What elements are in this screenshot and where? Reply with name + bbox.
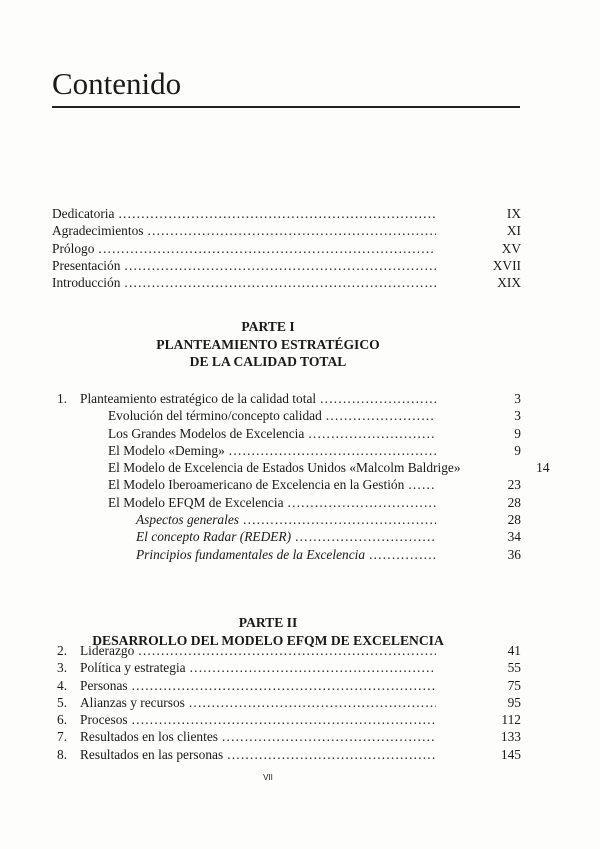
entry-label: Alianzas y recursos <box>80 694 185 710</box>
entry-page: 133 <box>500 729 521 745</box>
entry-label: Introducción <box>52 275 121 291</box>
entry-page: 28 <box>507 494 521 510</box>
toc-entry[interactable] <box>52 274 521 291</box>
entry-page: XIX <box>497 275 521 291</box>
entry-page: 3 <box>514 408 521 424</box>
toc-entry[interactable] <box>52 677 521 694</box>
entry-page: IX <box>506 206 521 221</box>
part1-label: PARTE I <box>241 319 295 334</box>
dot-leader <box>408 476 436 493</box>
entry-label: El Modelo EFQM de Excelencia <box>108 494 284 510</box>
toc-entry[interactable] <box>52 546 521 563</box>
entry-label: Agradecimientos <box>52 223 144 239</box>
page-title: Contenido <box>52 66 182 101</box>
toc-entry[interactable] <box>52 511 521 528</box>
part1-title-line: DE LA CALIDAD TOTAL <box>189 354 347 369</box>
dot-leader <box>243 511 436 528</box>
toc-entry[interactable] <box>52 694 521 711</box>
entry-page: 9 <box>514 425 521 441</box>
entry-label: Aspectos generales <box>136 512 240 528</box>
dot-leader <box>132 677 436 694</box>
dot-leader <box>124 274 436 291</box>
dot-leader <box>229 442 436 459</box>
entry-label: Planteamiento estratégico de la calidad total <box>80 391 317 406</box>
toc-entry[interactable] <box>52 222 521 239</box>
part2-title-line: DESARROLLO DEL MODELO EFQM DE EXCELENCIA <box>92 632 444 648</box>
dot-leader <box>320 390 436 407</box>
entry-number: 1. <box>57 391 68 406</box>
entry-label: Resultados en las personas <box>80 746 224 762</box>
entry-page: 28 <box>507 512 521 528</box>
part1-entries <box>52 390 550 563</box>
entry-page: 55 <box>507 660 521 676</box>
dot-leader <box>132 711 436 728</box>
entry-page: 14 <box>536 460 550 476</box>
entry-label: Liderazgo <box>80 643 135 658</box>
entry-page: 9 <box>514 442 521 458</box>
entry-page: XV <box>501 240 521 256</box>
dot-leader <box>190 659 436 676</box>
entry-page: 34 <box>507 529 521 545</box>
dot-leader <box>308 425 436 442</box>
entry-label: Evolución del término/concepto calidad <box>108 408 322 424</box>
dot-leader <box>326 407 436 424</box>
entry-number: 2. <box>57 643 68 658</box>
entry-label: El Modelo Iberoamericano de Excelencia en la Gestión <box>108 477 405 493</box>
toc-entry[interactable] <box>52 711 521 728</box>
entry-label: Los Grandes Modelos de Excelencia <box>108 425 305 441</box>
title-rule <box>52 106 520 108</box>
page-number: VII <box>263 773 273 782</box>
dot-leader <box>147 222 436 239</box>
toc-entry[interactable] <box>52 494 521 511</box>
dot-leader <box>118 205 436 222</box>
entry-page: 23 <box>507 477 521 493</box>
entry-page: 41 <box>507 643 521 658</box>
toc-entry[interactable] <box>52 528 521 545</box>
entry-page: XVII <box>492 257 521 273</box>
entry-label: El Modelo de Excelencia de Estados Unidos «Malcolm Baldrige» <box>108 460 461 476</box>
part2-entries <box>52 642 521 763</box>
entry-number: 4. <box>57 677 68 693</box>
entry-page: 95 <box>507 694 521 710</box>
part1-title-line: PLANTEAMIENTO ESTRATÉGICO <box>156 336 380 352</box>
entry-page: 75 <box>507 677 521 693</box>
entry-label: Presentación <box>52 257 121 273</box>
entry-number: 7. <box>57 729 68 745</box>
dot-leader <box>189 694 436 711</box>
toc-entry[interactable] <box>52 659 521 676</box>
entry-number: 8. <box>57 746 68 762</box>
entry-label: Dedicatoria <box>52 206 115 221</box>
dot-leader <box>295 528 436 545</box>
entry-label: Prólogo <box>52 240 95 256</box>
part1-heading <box>52 318 484 371</box>
toc-entry[interactable] <box>52 257 521 274</box>
toc-entry[interactable] <box>52 390 521 407</box>
entry-label: Política y estrategia <box>80 660 186 676</box>
front-matter-list <box>52 205 521 291</box>
entry-label: Principios fundamentales de la Excelencia <box>136 546 366 562</box>
entry-label: El Modelo «Deming» <box>108 442 225 458</box>
dot-leader <box>369 546 436 563</box>
dot-leader <box>138 642 436 659</box>
entry-label: Procesos <box>80 712 128 728</box>
entry-number: 6. <box>57 712 68 728</box>
part2-label: PARTE II <box>238 615 298 630</box>
toc-entry[interactable] <box>52 642 521 659</box>
toc-entry[interactable] <box>52 728 521 745</box>
entry-page: 36 <box>507 546 521 562</box>
dot-leader <box>98 240 436 257</box>
toc-entry[interactable] <box>52 240 521 257</box>
entry-number: 3. <box>57 660 68 676</box>
toc-entry[interactable] <box>52 205 521 222</box>
toc-entry[interactable] <box>52 459 550 476</box>
entry-page: XI <box>506 223 521 239</box>
toc-entry[interactable] <box>52 746 521 763</box>
toc-entry[interactable] <box>52 425 521 442</box>
entry-label: El concepto Radar (REDER) <box>136 529 292 545</box>
entry-label: Personas <box>80 677 128 693</box>
dot-leader <box>227 746 436 763</box>
dot-leader <box>124 257 436 274</box>
entry-number: 5. <box>57 694 68 710</box>
toc-entry[interactable] <box>52 442 521 459</box>
toc-entry[interactable] <box>52 476 521 493</box>
entry-page: 3 <box>514 391 521 406</box>
entry-label: Resultados en los clientes <box>80 729 218 745</box>
entry-page: 112 <box>501 712 521 728</box>
dot-leader <box>288 494 436 511</box>
toc-entry[interactable] <box>52 407 521 424</box>
entry-page: 145 <box>500 746 521 762</box>
dot-leader <box>222 728 436 745</box>
